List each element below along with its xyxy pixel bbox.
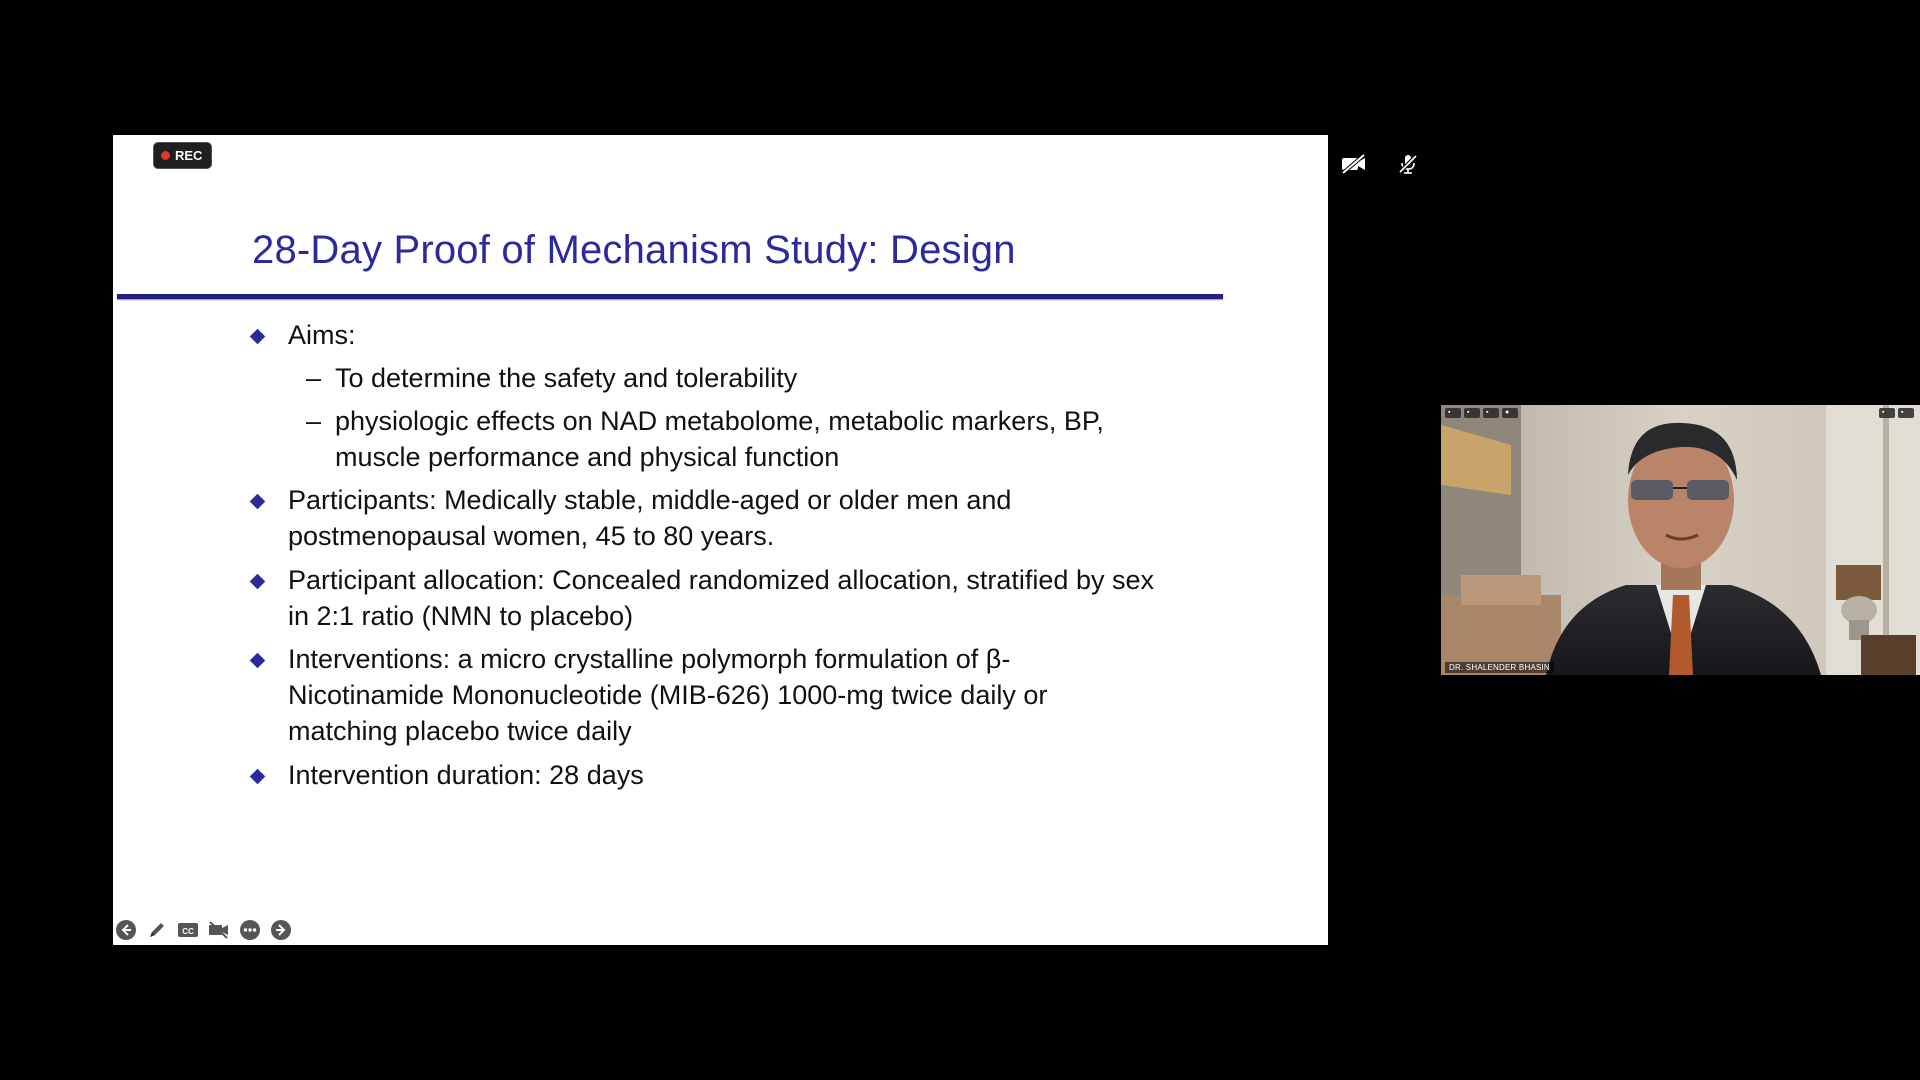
record-dot-icon [161, 151, 170, 160]
sub-bullet-text: physiologic effects on NAD metabolome, metabolic markers, BP, muscle performance and physical function [335, 406, 1104, 472]
recording-label: REC [175, 148, 203, 163]
slide-title: 28-Day Proof of Mechanism Study: Design [252, 228, 1016, 272]
previous-slide-icon[interactable] [115, 919, 137, 941]
title-divider [117, 294, 1223, 299]
diamond-bullet-icon [250, 653, 266, 669]
bullet-text: Intervention duration: 28 days [288, 760, 644, 790]
shared-slide [113, 135, 1328, 945]
diamond-bullet-icon [250, 329, 266, 345]
video-camera-icon[interactable]: ▪ [1445, 408, 1461, 418]
participant-name: DR. SHALENDER BHASIN [1445, 662, 1554, 673]
more-icon[interactable] [239, 919, 261, 941]
camera-off-icon[interactable] [208, 919, 230, 941]
video-options-icon[interactable]: ▪ [1483, 408, 1499, 418]
diamond-bullet-icon [250, 574, 266, 590]
video-record-icon[interactable]: ● [1502, 408, 1518, 418]
slide-controls [115, 919, 292, 941]
presenter-status [1340, 152, 1422, 176]
video-toolbar-right [1879, 408, 1914, 418]
captions-icon[interactable] [177, 919, 199, 941]
video-expand-icon[interactable]: ▪ [1879, 408, 1895, 418]
sub-bullet-text: To determine the safety and tolerability [335, 363, 798, 393]
bullet-text: Aims: [288, 320, 356, 350]
video-close-icon[interactable]: ▪ [1898, 408, 1914, 418]
video-feed [1441, 405, 1920, 675]
diamond-bullet-icon [250, 769, 266, 785]
svg-text:CC: CC [182, 927, 194, 936]
participant-video[interactable] [1441, 405, 1920, 675]
dash-marker: – [306, 363, 322, 393]
bullet-text: Interventions: a micro crystalline polymorph formulation of β- Nicotinamide Mononucleotide (MIB-626) 1000-mg twice daily or matching placebo twice daily [288, 644, 1048, 746]
mic-off-icon[interactable] [1394, 152, 1422, 176]
diamond-bullet-icon [250, 494, 266, 510]
next-slide-icon[interactable] [270, 919, 292, 941]
recording-indicator[interactable] [153, 142, 212, 169]
video-off-icon[interactable] [1340, 152, 1368, 176]
dash-marker: – [306, 406, 322, 436]
video-toolbar [1445, 408, 1518, 418]
video-pin-icon[interactable]: ▪ [1464, 408, 1480, 418]
bullet-text: Participant allocation: Concealed randomized allocation, stratified by sex in 2:1 ratio (NMN to placebo) [288, 565, 1154, 631]
pen-icon[interactable] [146, 919, 168, 941]
bullet-text: Participants: Medically stable, middle-aged or older men and postmenopausal women, 45 to 80 years. [288, 485, 1012, 551]
